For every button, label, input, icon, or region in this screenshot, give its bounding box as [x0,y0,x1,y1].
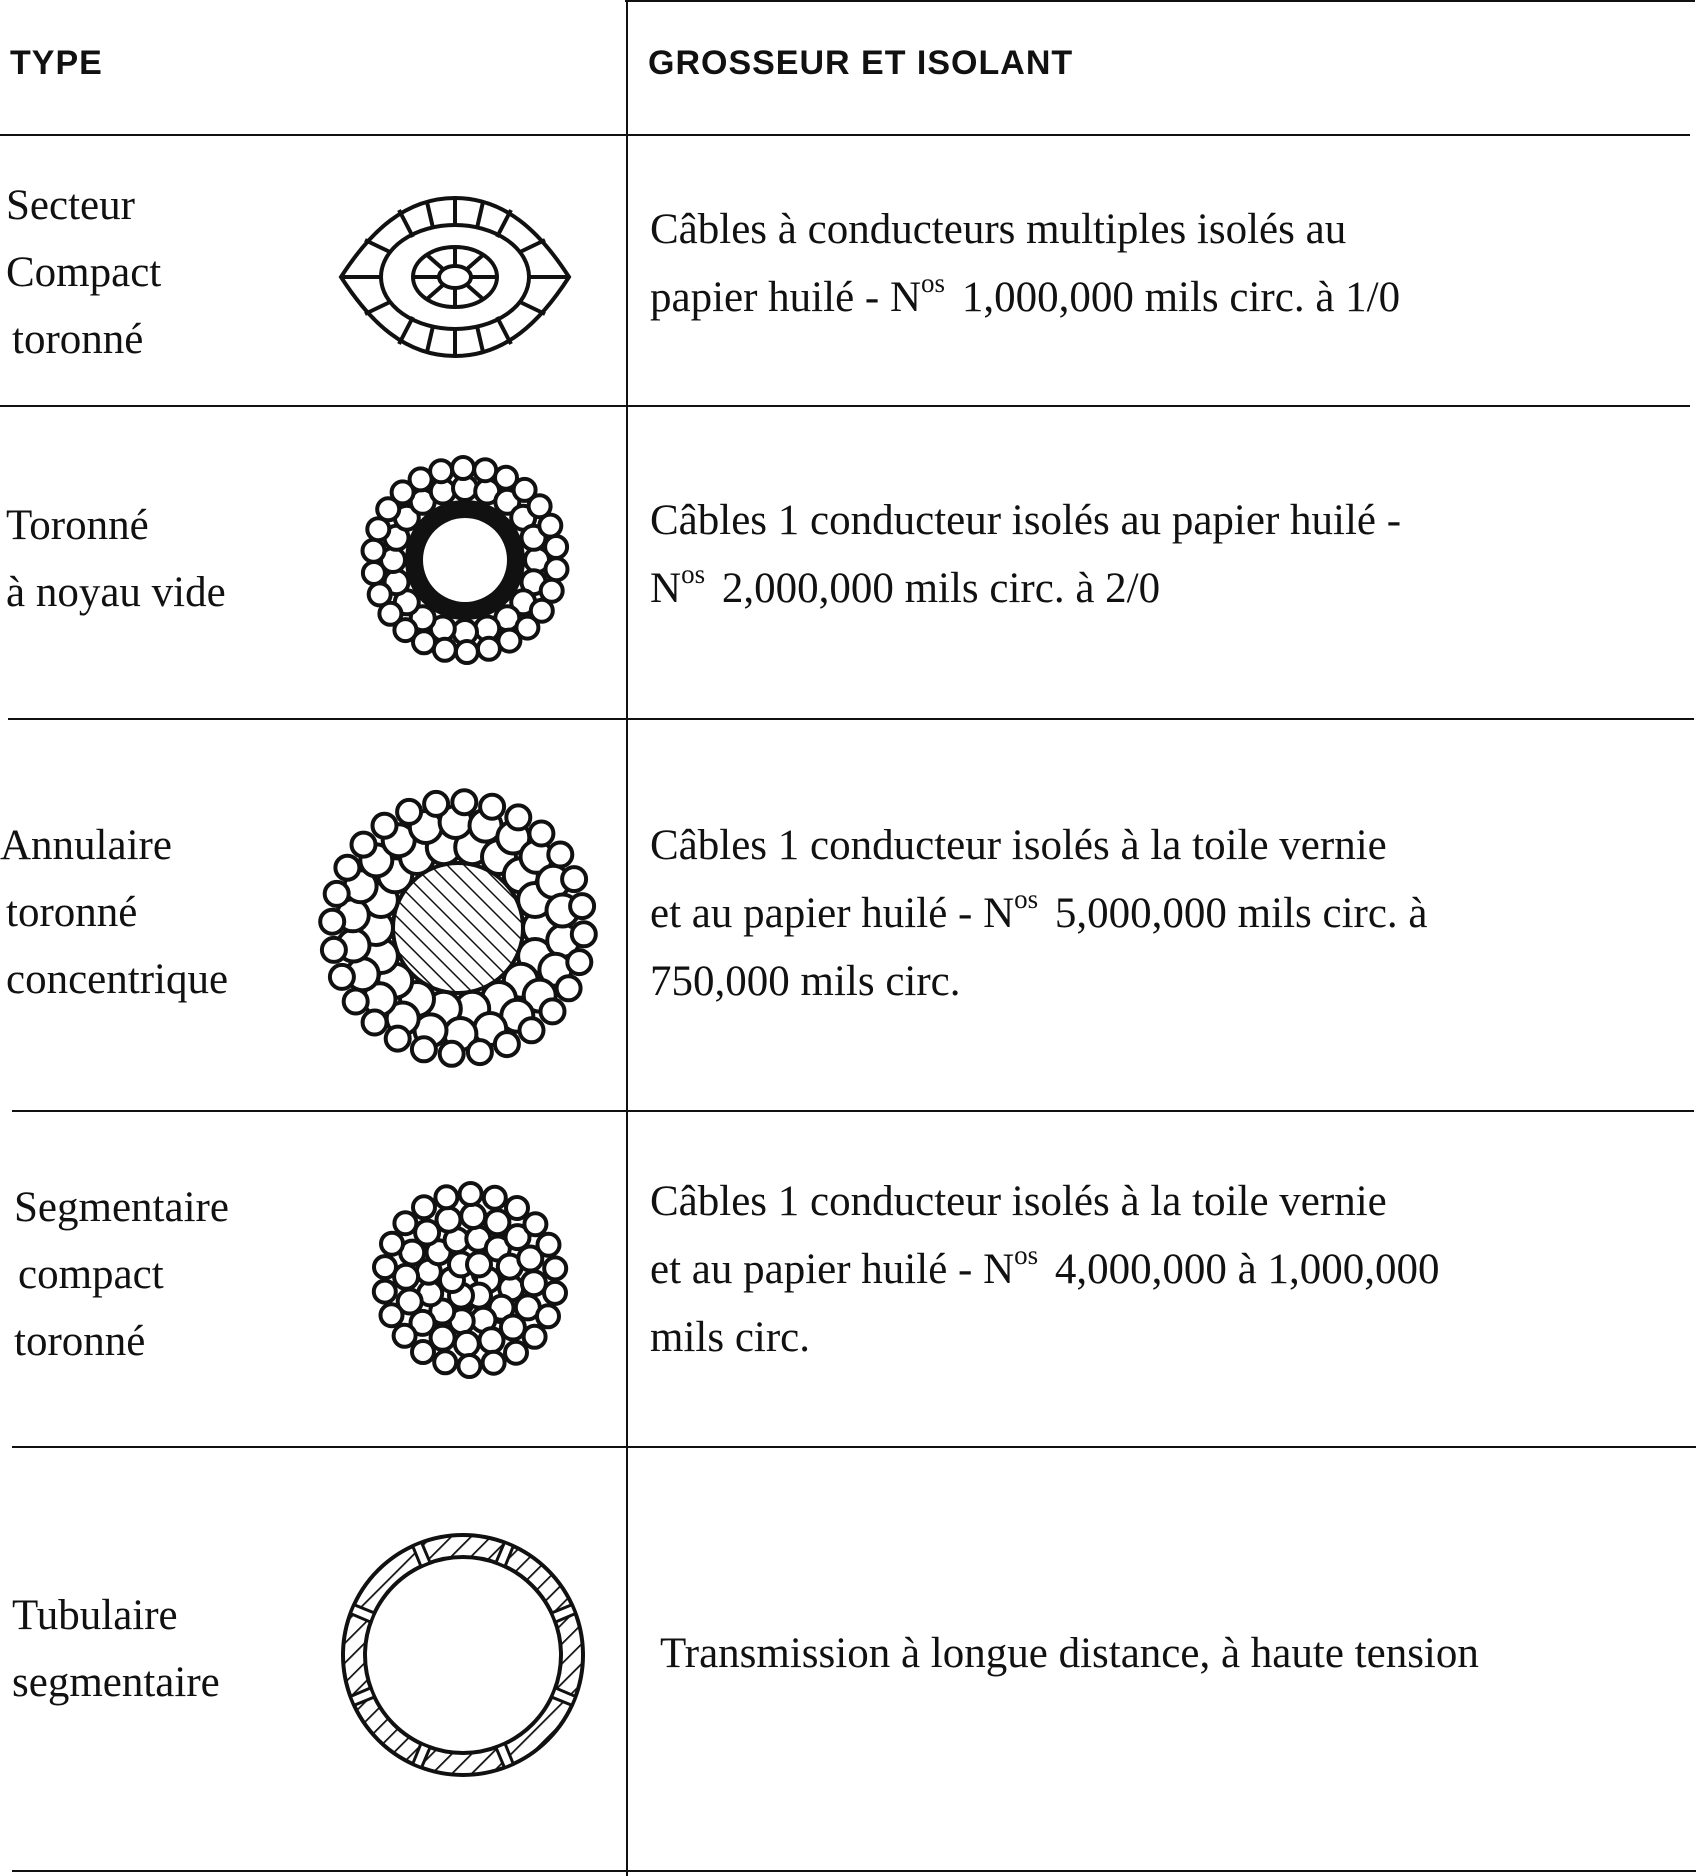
type-label: Toronné à noyau vide [6,502,226,616]
type-label: Annulaire toronné concentrique [0,822,229,1003]
description: Câbles 1 conducteur isolés au papier huilé - $N^{os}$ 2,000,000 mils circ. à 2/0 [650,497,1402,612]
segmental-compact-stranded-icon [370,1180,570,1380]
description: Câbles 1 conducteur isolés à la toile vernie et au papier huilé - $N^{os}$ 4,000,000 à 1,000,000 mils circ. [650,1178,1440,1361]
sector-compact-stranded-icon [335,192,575,362]
hollow-core-stranded-icon [360,455,570,665]
type-label: Secteur Compact toronné [6,182,162,363]
top-rule [625,0,1695,2]
annular-concentric-stranded-icon [318,788,598,1068]
type-label: Segmentaire compact toronné [14,1184,229,1365]
type-label: Tubulaire segmentaire [12,1592,220,1706]
header-rule [0,134,1690,136]
description: Transmission à longue distance, à haute tension [660,1630,1479,1677]
description: Câbles 1 conducteur isolés à la toile vernie et au papier huilé - $N^{os}$ 5,000,000 mils circ. à 750,000 mils circ. [650,822,1428,1005]
tubular-segmental-icon [338,1530,588,1780]
header-size-insulation: GROSSEUR ET ISOLANT [648,44,1074,82]
description: Câbles à conducteurs multiples isolés au papier huilé - $N^{os}$ 1,000,000 mils circ. à 1/0 [650,206,1401,321]
column-divider [626,0,628,1876]
row-rule-2 [8,718,1694,720]
row-rule-4 [12,1446,1696,1448]
row-rule-1 [0,405,1690,407]
row-rule-3 [12,1110,1694,1112]
bottom-rule [12,1870,1696,1872]
header-type: TYPE [10,44,103,82]
